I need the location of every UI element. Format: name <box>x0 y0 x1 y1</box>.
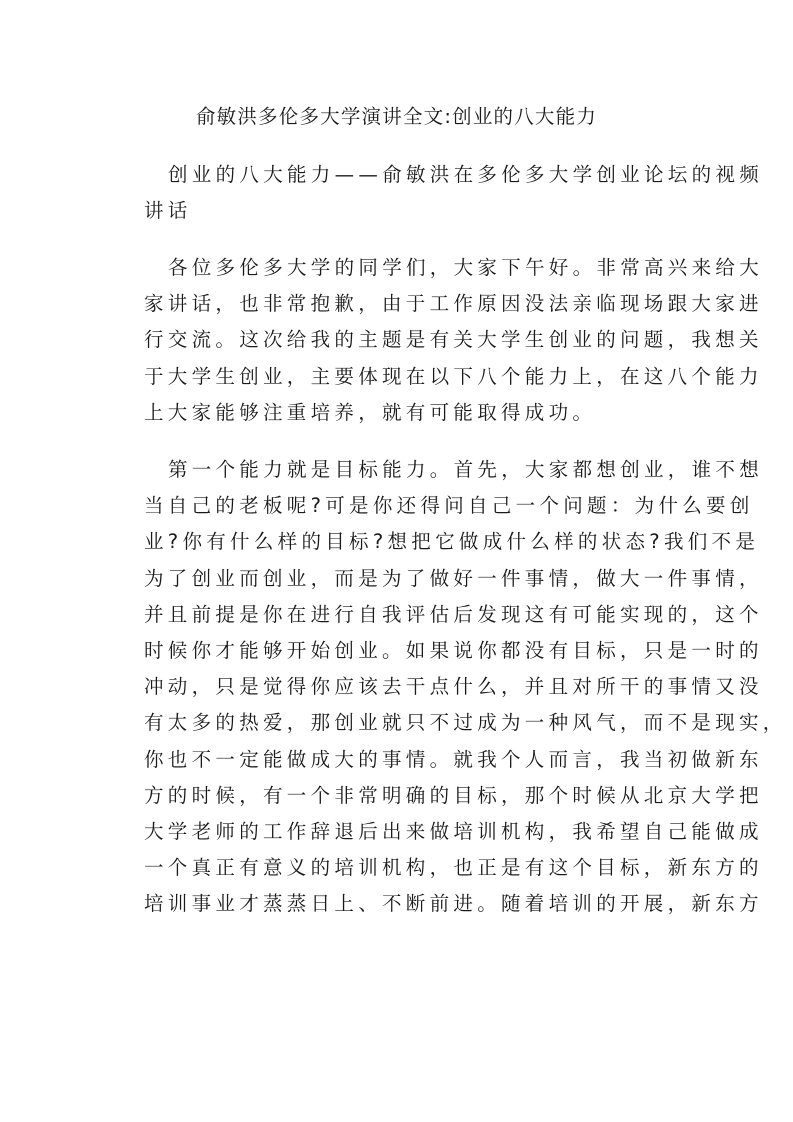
text-line: 当自己的老板呢?可是你还得问自己一个问题：为什么要创 <box>144 494 754 518</box>
text-line: 行交流。这次给我的主题是有关大学生创业的问题，我想关 <box>144 328 763 352</box>
text-line: 大学老师的工作辞退后出来做培训机构，我希望自己能做成 <box>144 819 763 843</box>
paragraph-subtitle <box>120 157 764 229</box>
text-line: 讲话 <box>144 199 192 223</box>
text-line: 上大家能够注重培养，就有可能取得成功。 <box>144 400 597 424</box>
text-line: 冲动，只是觉得你应该去干点什么，并且对所干的事情又没 <box>144 675 763 699</box>
text-line: 有太多的热爱，那创业就只不过成为一种风气，而不是现实， <box>144 711 787 735</box>
paragraph-first-ability <box>120 452 787 922</box>
text-line: 一个真正有意义的培训机构，也正是有这个目标，新东方的 <box>144 856 763 880</box>
text-line: 你也不一定能做成大的事情。就我个人而言，我当初做新东 <box>144 747 763 771</box>
text-line: 时候你才能够开始创业。如果说你都没有目标，只是一时的 <box>144 638 763 662</box>
text-line: 于大学生创业，主要体现在以下八个能力上，在这八个能力 <box>144 364 763 388</box>
text-line: 创业的八大能力——俞敏洪在多伦多大学创业论坛的视频 <box>168 163 764 186</box>
text-line: 家讲话，也非常抱歉，由于工作原因没法亲临现场跟大家进 <box>144 292 763 316</box>
text-line: 为了创业而创业，而是为了做好一件事情，做大一件事情， <box>144 566 763 590</box>
text-line: 第一个能力就是目标能力。首先，大家都想创业，谁不想 <box>168 458 764 481</box>
paragraph-greeting <box>120 250 764 431</box>
text-line: 业?你有什么样的目标?想把它做成什么样的状态?我们不是 <box>144 530 760 554</box>
text-line: 并且前提是你在进行自我评估后发现这有可能实现的，这个 <box>144 602 763 626</box>
text-line: 培训事业才蒸蒸日上、不断前进。随着培训的开展，新东方 <box>144 892 763 916</box>
document-title: 俞敏洪多伦多大学演讲全文:创业的八大能力 <box>195 105 598 128</box>
text-line: 各位多伦多大学的同学们，大家下午好。非常高兴来给大 <box>168 256 764 279</box>
text-line: 方的时候，有一个非常明确的目标，那个时候从北京大学把 <box>144 783 763 807</box>
